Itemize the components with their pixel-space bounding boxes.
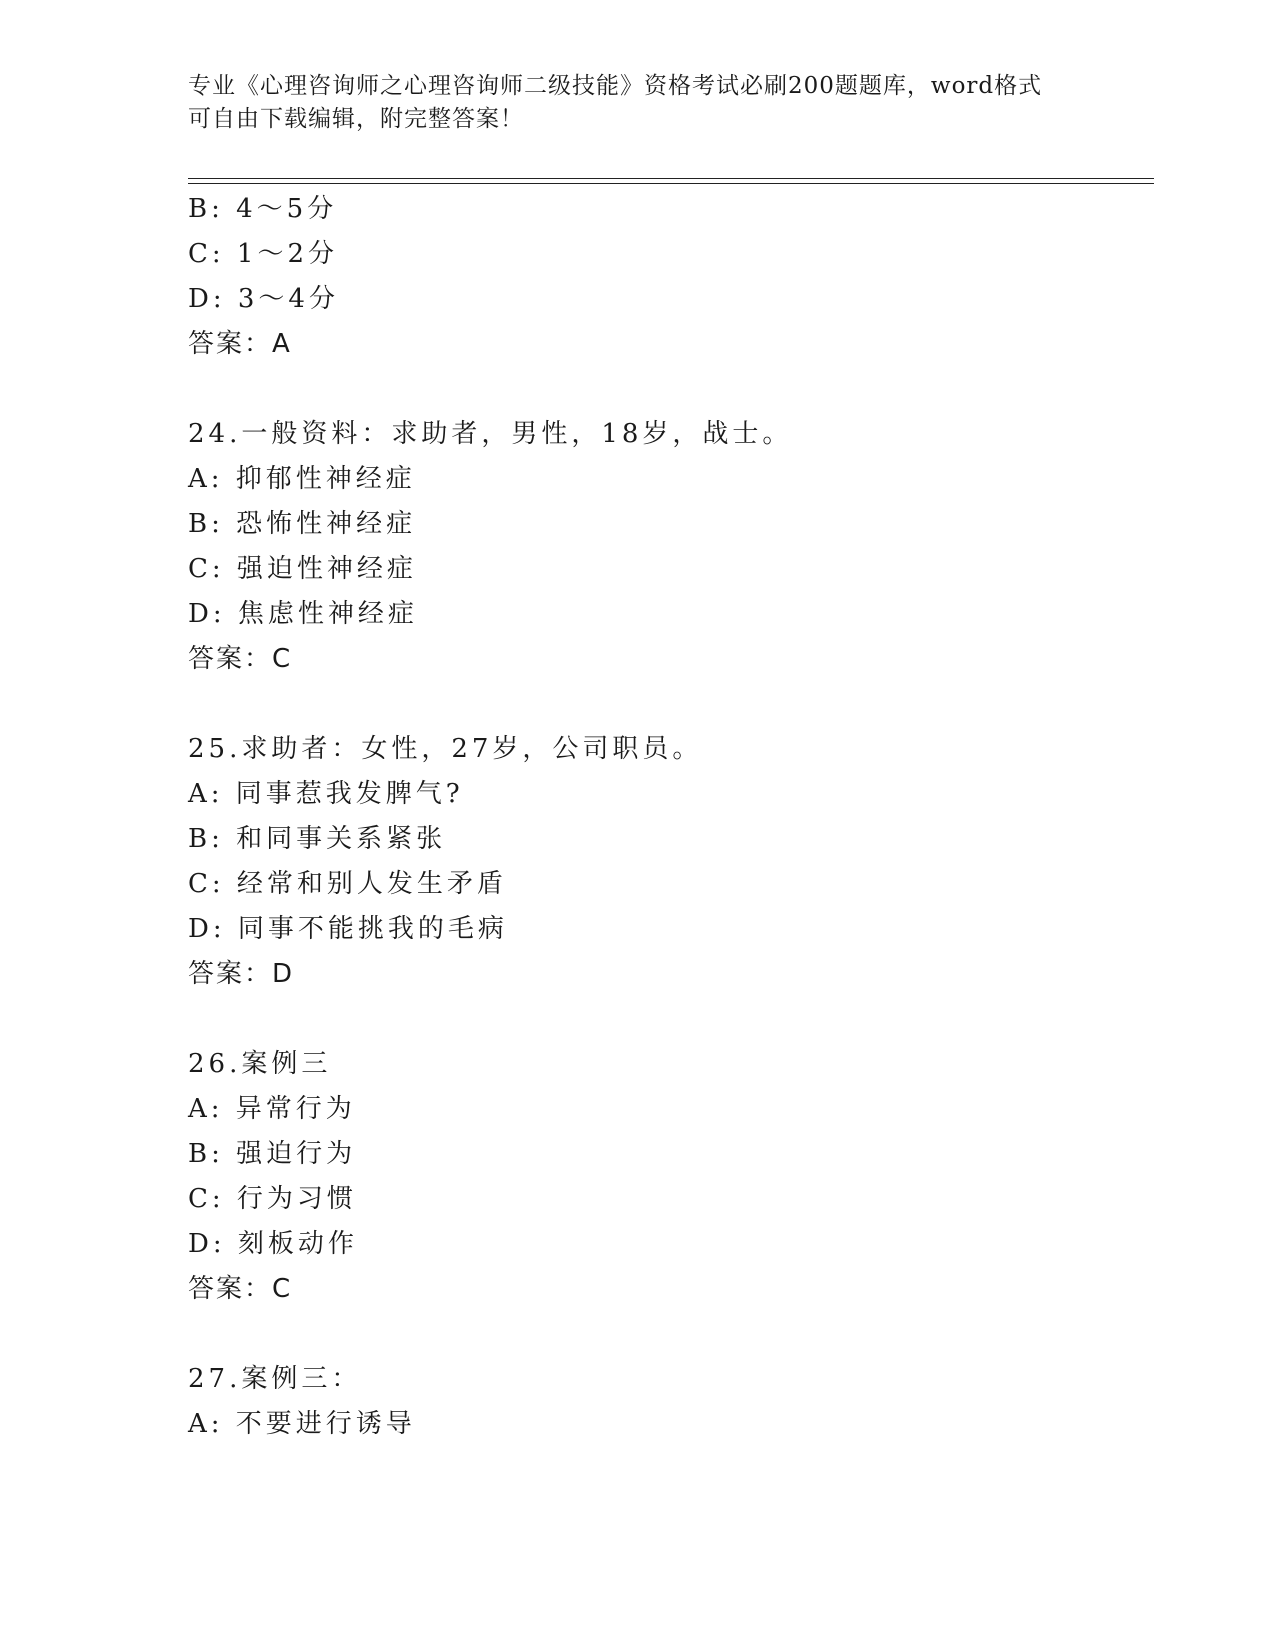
q24-answer: 答案：C	[188, 644, 293, 674]
header-line-1: 专业《心理咨询师之心理咨询师二级技能》资格考试必刷200题题库，word格式	[188, 73, 1043, 99]
q25-option-d: D: 同事不能挑我的毛病	[188, 914, 508, 944]
q23-answer: 答案：A	[188, 329, 292, 359]
q23-option-d: D: 3～4分	[188, 284, 339, 314]
q26-answer: 答案：C	[188, 1274, 293, 1304]
q26-option-c: C: 行为习惯	[188, 1184, 357, 1214]
header-divider-top	[188, 178, 1154, 179]
q23-option-c: C: 1～2分	[188, 239, 339, 269]
q24-option-c: C: 强迫性神经症	[188, 554, 417, 584]
q25-option-c: C: 经常和别人发生矛盾	[188, 869, 507, 899]
q26-option-d: D: 刻板动作	[188, 1229, 358, 1259]
q24-option-d: D: 焦虑性神经症	[188, 599, 418, 629]
header-line-2: 可自由下载编辑，附完整答案！	[188, 106, 524, 132]
q27-option-a: A: 不要进行诱导	[188, 1409, 416, 1439]
q23-option-b: B: 4～5分	[188, 194, 338, 224]
q26-question: 26.案例三	[188, 1049, 332, 1079]
q25-option-b: B: 和同事关系紧张	[188, 824, 447, 854]
q26-option-a: A: 异常行为	[188, 1094, 356, 1124]
q25-question: 25.求助者：女性，27岁，公司职员。	[188, 734, 703, 764]
q25-answer: 答案：D	[188, 959, 295, 989]
q24-question: 24.一般资料：求助者，男性，18岁，战士。	[188, 419, 793, 449]
q25-option-a: A: 同事惹我发脾气?	[188, 779, 464, 809]
document-header	[188, 70, 1088, 136]
q24-option-b: B: 恐怖性神经症	[188, 509, 417, 539]
q26-option-b: B: 强迫行为	[188, 1139, 357, 1169]
header-divider-bottom	[188, 183, 1154, 184]
q27-question: 27.案例三：	[188, 1364, 362, 1394]
q24-option-a: A: 抑郁性神经症	[188, 464, 416, 494]
